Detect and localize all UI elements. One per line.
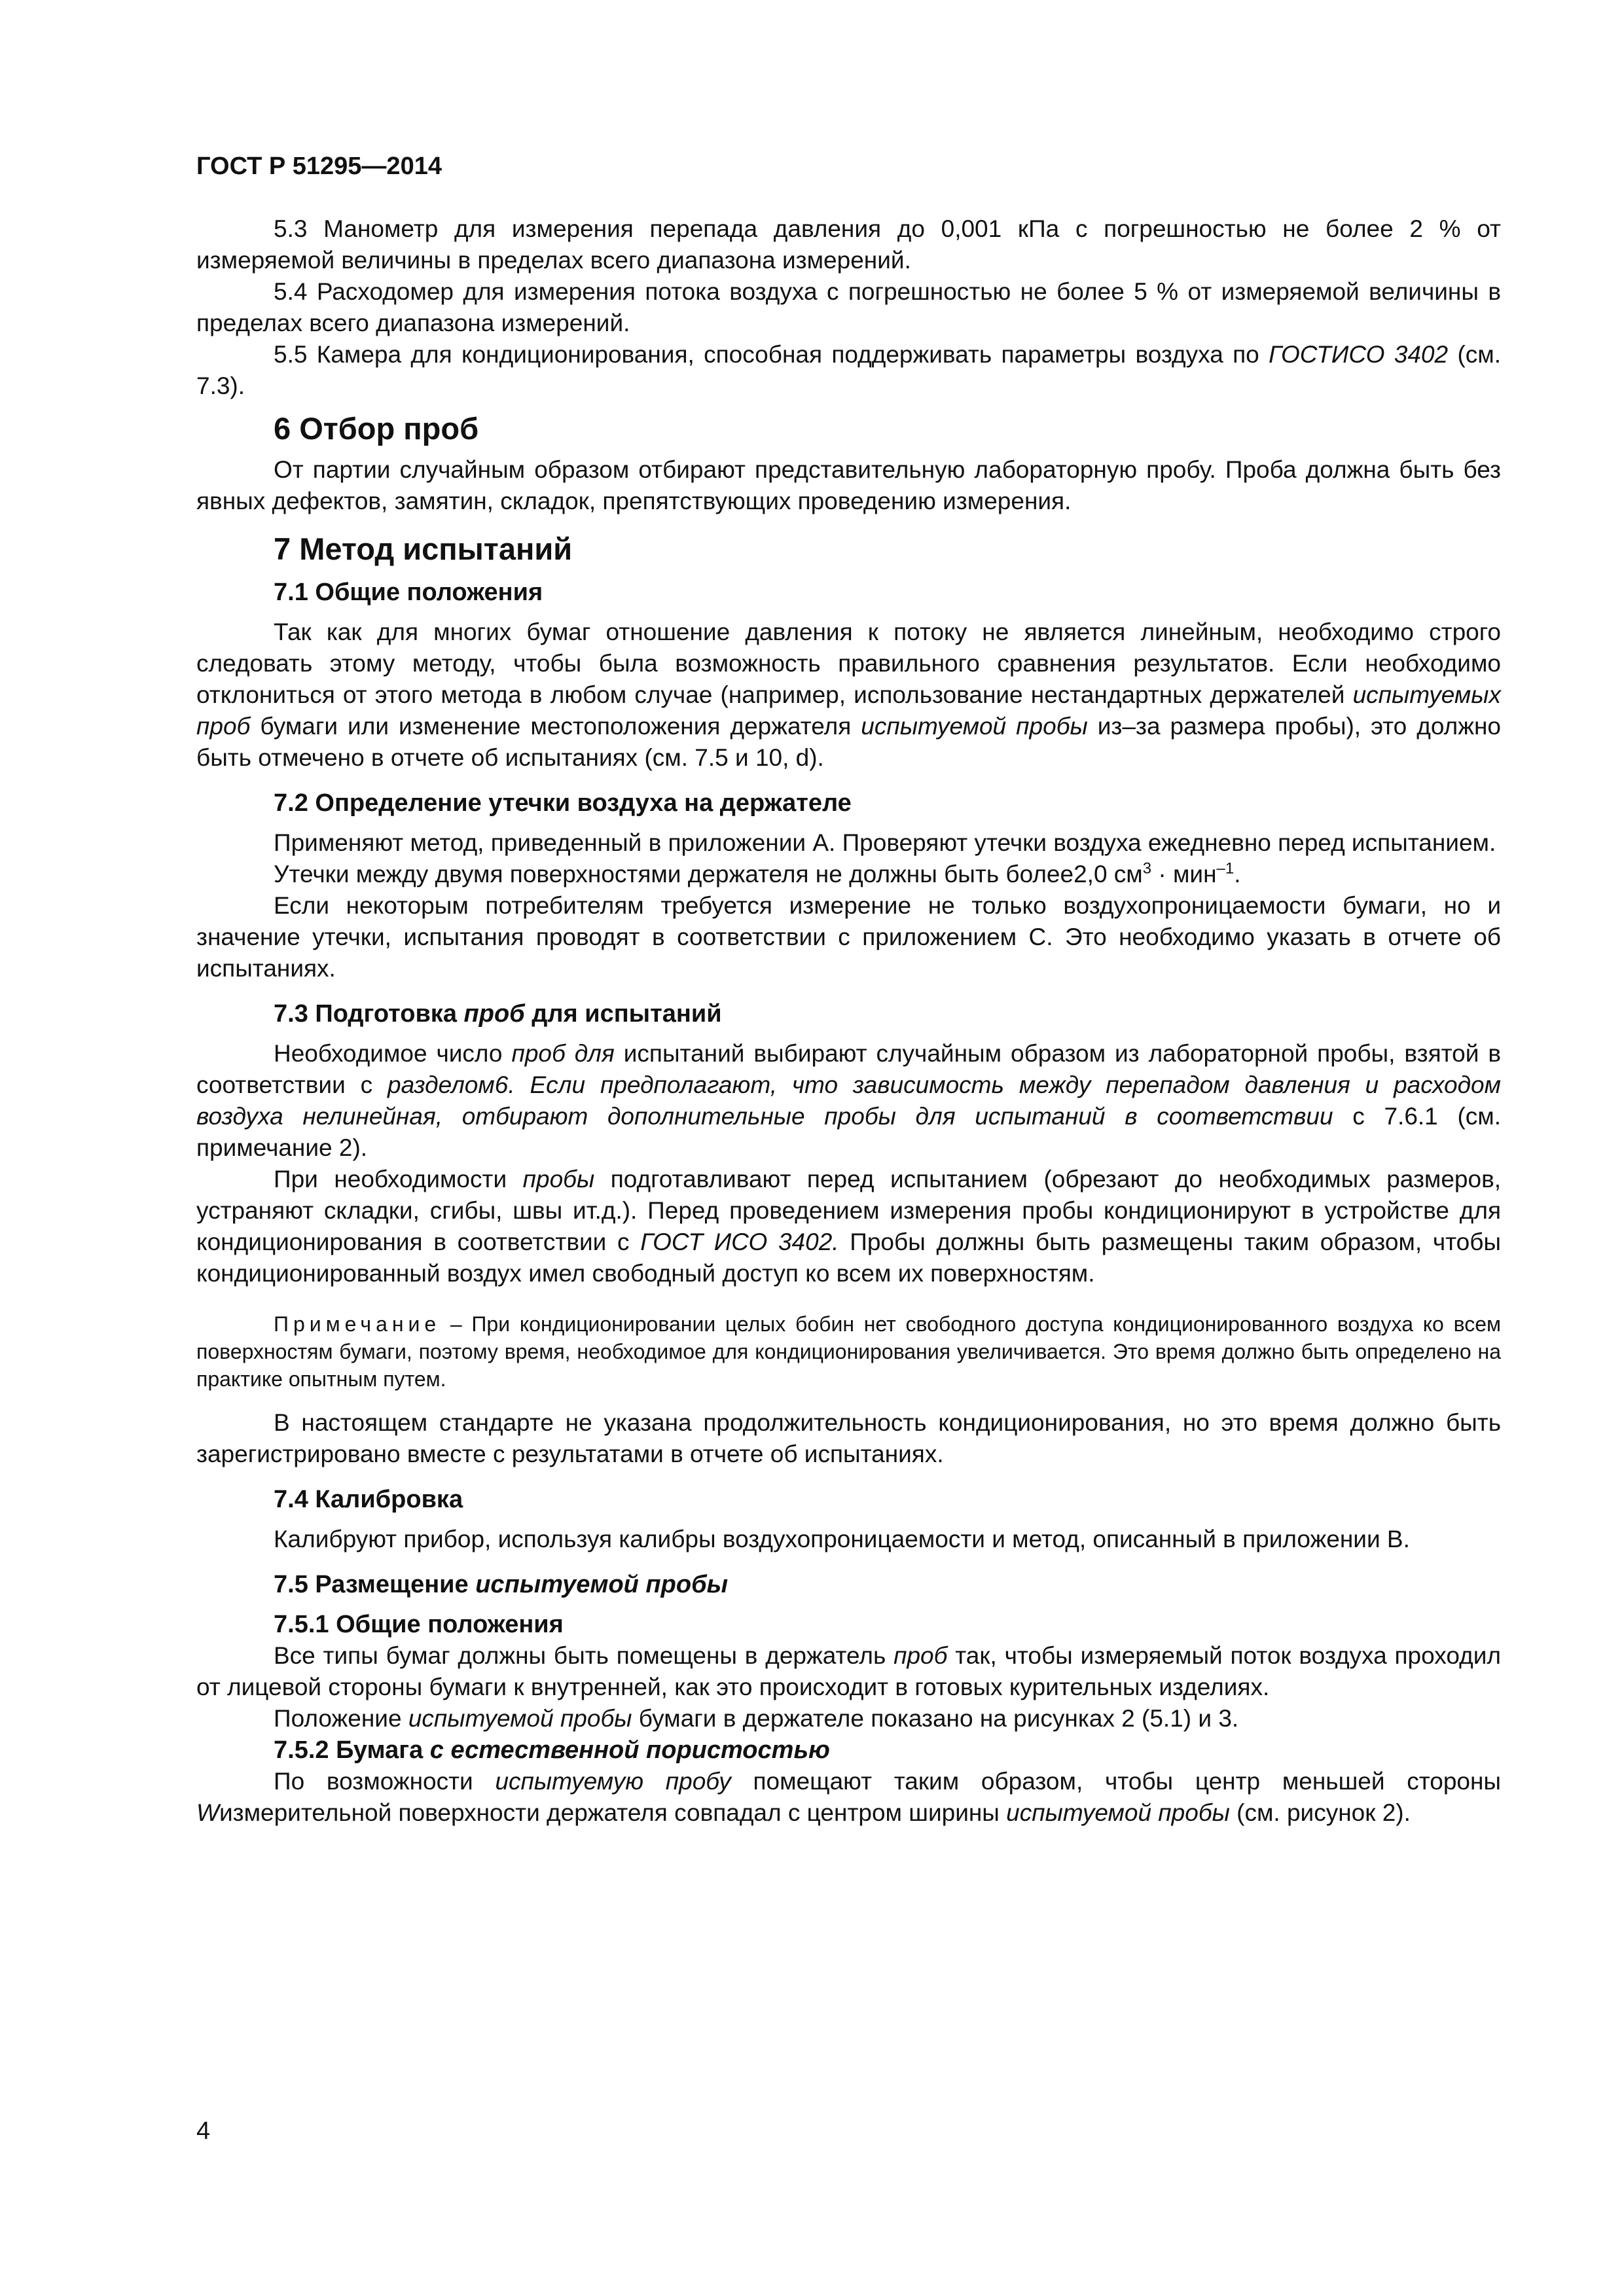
note-label: Примечание [274,1312,441,1336]
clause-7-4-heading: 7.4 Калибровка [274,1486,463,1513]
clause-7-5-1-text-b: Положение испытуемой пробы бумаги в держателе показано на рисунках 2 (5.1) и 3. [274,1705,1239,1732]
page-number: 4 [196,2117,211,2145]
section-7-heading: 7 Метод испытаний [274,531,573,566]
clause-7-3-heading: 7.3 Подготовка проб для испытаний [274,1000,722,1028]
clause-5-4: 5.4 Расходомер для измерения потока воздуха с погрешностью не более 5 % от измеряемой величины в пределах всего диапазона измерений. [196,278,1501,336]
clause-7-3-text-c: В настоящем стандарте не указана продолжительность кондиционирования, но это время должно быть зарегистрировано вместе с результатами в отчете об испытаниях. [196,1409,1501,1467]
clause-7-2-text-b: Утечки между двумя поверхностями держателя не должны быть более2,0 $см^3 \cdot мин^{-1}$. [274,859,1241,888]
section-6-text: От партии случайным образом отбирают представительную лабораторную пробу. Проба должна быть без явных дефектов, замятин, складок, препятствующих проведению измерения. [196,456,1501,514]
clause-7-2-text-c: Если некоторым потребителям требуется измерение не только воздухопроницаемости бумаги, но и значение утечки, испытания проводят в соответствии с приложением С. Это необходимо указать в отчете об испытаниях. [196,892,1501,982]
clause-7-5-1-text-a: Все типы бумаг должны быть помещены в держатель проб так, чтобы измеряемый поток воздуха проходил от лицевой стороны бумаги к внутренней, как это происходит в готовых курительных изделиях. [196,1642,1501,1700]
clause-7-3-text-a: Необходимое число проб для испытаний выбирают случайным образом из лабораторной пробы, взятой в соответствии с разделом6. Если предполагают, что зависимость между перепадом давления и расходом воздуха нелинейная, отбирают дополнительные пробы для испытаний в соответствии с 7.6.1 (см. примечание 2). [196,1040,1501,1161]
clause-7-5-2-heading: 7.5.2 Бумага с естественной пористостью [274,1736,830,1764]
clause-7-2-text-a: Применяют метод, приведенный в приложении А. Проверяют утечки воздуха ежедневно перед испытанием. [274,829,1496,856]
clause-7-2-heading: 7.2 Определение утечки воздуха на держателе [274,789,852,817]
page-content [196,213,1501,1829]
clause-7-1-heading: 7.1 Общие положения [274,579,543,606]
clause-7-5-2-text: По возможности испытуемую пробу помещают таким образом, чтобы центр меньшей стороны Wизмерительной поверхности держателя совпадал с центром ширины испытуемой пробы (см. рисунок 2). [196,1768,1502,1826]
clause-5-5: 5.5 Камера для кондиционирования, способная поддерживать параметры воздуха по ГОСТИСО 3402 (см. 7.3). [196,341,1501,399]
clause-5-3: 5.3 Манометр для измерения перепада давления до 0,001 кПа с погрешностью не более 2 % от измеряемой величины в пределах всего диапазона измерений. [196,215,1501,274]
standard-code-header: ГОСТ Р 51295—2014 [196,152,442,180]
clause-7-4-text: Калибруют прибор, используя калибры воздухопроницаемости и метод, описанный в приложении В. [274,1526,1410,1552]
clause-7-5-1-heading: 7.5.1 Общие положения [274,1611,564,1638]
clause-7-3-text-b: При необходимости пробы подготавливают перед испытанием (обрезают до необходимых размеров, устраняют складки, сгибы, швы ит.д.). Перед проведением измерения пробы кондиционируют в устройстве для кондиционирования в соответствии с ГОСТ ИСО 3402. Пробы должны быть размещены таким образом, чтобы кондиционированный воздух имел свободный доступ ко всем их поверхностям. [196,1166,1502,1287]
note-conditioning: Примечание – При кондиционировании целых бобин нет свободного доступа кондиционированного воздуха ко всем поверхностям бумаги, поэтому время, необходимое для кондиционирования увеличивается. Это время должно быть определено на практике опытным путем. [196,1312,1501,1391]
section-6-heading: 6 Отбор проб [274,411,479,446]
clause-7-5-heading: 7.5 Размещение испытуемой пробы [274,1571,729,1598]
clause-7-1-text: Так как для многих бумаг отношение давления к потоку не является линейным, необходимо строго следовать этому методу, чтобы была возможность правильного сравнения результатов. Если необходимо отклониться от этого метода в любом случае (например, использование нестандартных держателей испытуемых проб бумаги или изменение местоположения держателя испытуемой пробы из–за размера пробы), это должно быть отмечено в отчете об испытаниях (см. 7.5 и 10, d). [196,619,1501,771]
